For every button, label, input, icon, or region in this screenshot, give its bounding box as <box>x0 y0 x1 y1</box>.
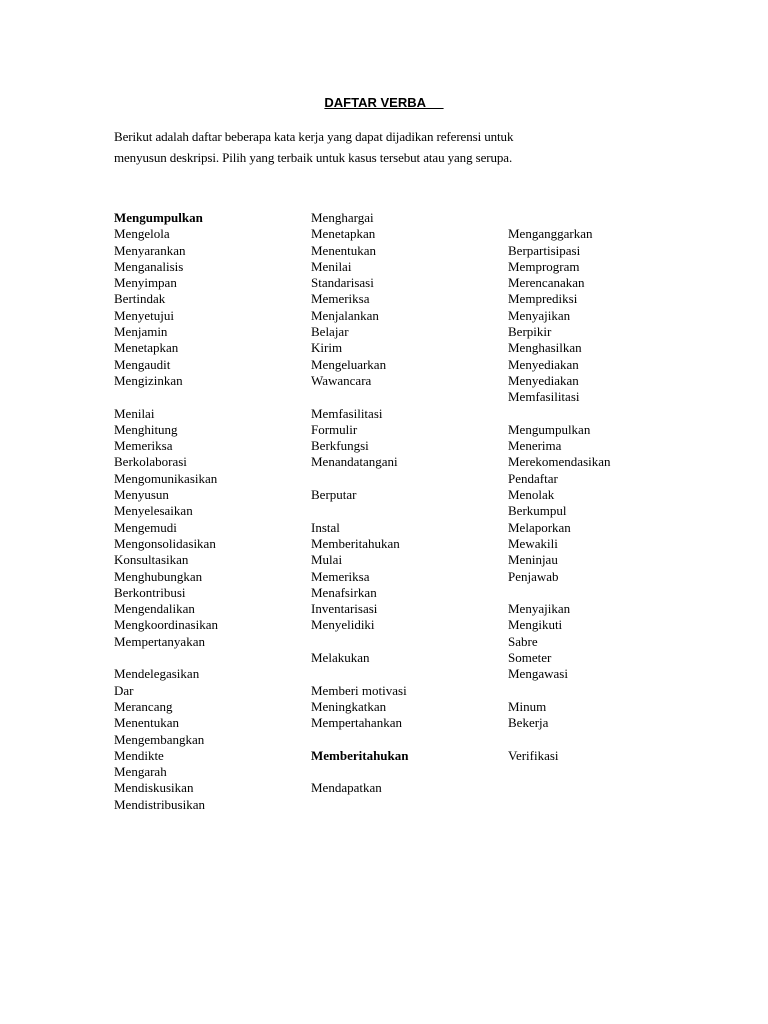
verb-item: Menghubungkan <box>114 568 203 584</box>
verb-item: Meningkatkan <box>311 698 387 714</box>
verb-item: Mendistribusikan <box>114 796 205 812</box>
verb-item: Berputar <box>311 487 357 503</box>
verb-item: Wawancara <box>311 372 372 388</box>
verb-item: Berpikir <box>508 324 552 340</box>
spacer <box>508 585 611 601</box>
verb-item: Menerima <box>508 438 562 454</box>
spacer <box>508 683 611 699</box>
verb-item: Merencanakan <box>508 275 585 291</box>
verb-item: Sabre <box>508 633 538 649</box>
verb-item: Merekomendasikan <box>508 454 611 470</box>
verb-item: Menilai <box>311 258 352 274</box>
spacer <box>508 210 611 226</box>
verb-column-3 <box>508 210 611 764</box>
verb-item: Merancang <box>114 698 173 714</box>
verb-item: Memberi motivasi <box>311 682 407 698</box>
verb-item: Menyarankan <box>114 242 186 258</box>
verb-item: Mengelola <box>114 226 170 242</box>
verb-item: Menetapkan <box>311 226 376 242</box>
verb-item: Belajar <box>311 324 349 340</box>
verb-item: Menghargai <box>311 210 374 225</box>
verb-item: Memeriksa <box>114 438 173 454</box>
spacer <box>311 503 409 519</box>
verb-item: Formulir <box>311 421 358 437</box>
verb-item: Menghitung <box>114 421 178 437</box>
verb-item: Meninjau <box>508 552 558 568</box>
verb-item: Minum <box>508 698 547 714</box>
verb-item: Mendelegasikan <box>114 666 200 682</box>
verb-item: Memeriksa <box>311 291 370 307</box>
verb-item: Menyelesaikan <box>114 503 193 519</box>
verb-item: Mengembangkan <box>114 731 205 747</box>
verb-column-1 <box>114 210 218 813</box>
verb-item: Inventarisasi <box>311 601 378 617</box>
verb-item: Berkolaborasi <box>114 454 187 470</box>
verb-item: Menyediakan <box>508 356 579 372</box>
document-title: DAFTAR VERBA <box>324 95 444 110</box>
verb-heading: Mengumpulkan <box>114 210 203 225</box>
verb-item: Mendikte <box>114 747 164 763</box>
verb-item: Menentukan <box>311 242 376 258</box>
verb-item: Menyediakan <box>508 372 579 388</box>
verb-item: Mengeluarkan <box>311 356 387 372</box>
verb-item: Someter <box>508 650 552 666</box>
verb-item: Mengizinkan <box>114 372 183 388</box>
verb-item: Menjalankan <box>311 307 379 323</box>
spacer <box>114 389 218 405</box>
verb-item: Memprogram <box>508 258 580 274</box>
verb-item: Menyajikan <box>508 307 571 323</box>
verb-item: Menyusun <box>114 487 169 503</box>
verb-item: Mengikuti <box>508 617 563 633</box>
verb-item: Melakukan <box>311 650 370 666</box>
spacer <box>311 732 409 748</box>
verb-item: Memeriksa <box>311 568 370 584</box>
verb-item: Memfasilitasi <box>508 389 580 405</box>
verb-item: Bekerja <box>508 715 549 731</box>
verb-item: Mengarah <box>114 764 167 780</box>
verb-item: Mengendalikan <box>114 601 195 617</box>
spacer <box>311 389 409 405</box>
verb-item: Memfasilitasi <box>311 405 383 421</box>
verb-item: Instal <box>311 519 340 535</box>
intro-line: menyusun deskripsi. Pilih yang terbaik untuk kasus tersebut atau yang serupa. <box>114 150 513 165</box>
verb-item: Mempertanyakan <box>114 633 205 649</box>
verb-item: Verifikasi <box>508 747 559 763</box>
verb-item: Penjawab <box>508 568 559 584</box>
verb-item: Mengumpulkan <box>508 421 591 437</box>
verb-item: Bertindak <box>114 291 166 307</box>
verb-item: Mengaudit <box>114 356 171 372</box>
verb-item: Mengomunikasikan <box>114 470 218 486</box>
verb-item: Mengawasi <box>508 666 568 682</box>
verb-item: Mengonsolidasikan <box>114 535 216 551</box>
verb-item: Berkfungsi <box>311 438 369 454</box>
verb-item: Dar <box>114 682 134 698</box>
spacer <box>508 406 611 422</box>
verb-item: Menghasilkan <box>508 340 582 356</box>
spacer <box>311 764 409 780</box>
verb-item: Menyajikan <box>508 601 571 617</box>
verb-item: Standarisasi <box>311 275 374 291</box>
verb-item: Menganalisis <box>114 258 184 274</box>
verb-item: Menandatangani <box>311 454 398 470</box>
intro-line: Berikut adalah daftar beberapa kata kerja yang dapat dijadikan referensi untuk <box>114 129 514 144</box>
verb-item: Menyetujui <box>114 307 174 323</box>
verb-item: Memberitahukan <box>311 535 400 551</box>
spacer <box>508 732 611 748</box>
verb-item: Mempertahankan <box>311 715 402 731</box>
verb-item: Menilai <box>114 405 155 421</box>
verb-item: Menolak <box>508 487 555 503</box>
verb-item: Menyelidiki <box>311 617 375 633</box>
spacer <box>311 634 409 650</box>
verb-item: Berkumpul <box>508 503 567 519</box>
verb-item: Mengkoordinasikan <box>114 617 218 633</box>
verb-item: Mengemudi <box>114 519 177 535</box>
verb-column-2 <box>311 210 409 797</box>
verb-item: Konsultasikan <box>114 552 189 568</box>
verb-item: Mendapatkan <box>311 780 382 796</box>
verb-item: Kirim <box>311 340 343 356</box>
verb-heading: Memberitahukan <box>311 747 409 763</box>
verb-item: Mulai <box>311 552 343 568</box>
verb-item: Berpartisipasi <box>508 242 581 258</box>
verb-item: Menjamin <box>114 324 168 340</box>
verb-item: Menentukan <box>114 715 179 731</box>
verb-item: Memprediksi <box>508 291 578 307</box>
verb-item: Pendaftar <box>508 470 558 486</box>
verb-item: Menganggarkan <box>508 226 593 242</box>
verb-item: Mewakili <box>508 535 558 551</box>
spacer <box>311 666 409 682</box>
spacer <box>311 471 409 487</box>
verb-item: Berkontribusi <box>114 584 186 600</box>
verb-item: Menetapkan <box>114 340 179 356</box>
spacer <box>114 650 218 666</box>
verb-item: Menyimpan <box>114 275 177 291</box>
verb-item: Mendiskusikan <box>114 780 194 796</box>
verb-item: Menafsirkan <box>311 584 377 600</box>
verb-item: Melaporkan <box>508 519 571 535</box>
intro-paragraph <box>114 126 674 168</box>
